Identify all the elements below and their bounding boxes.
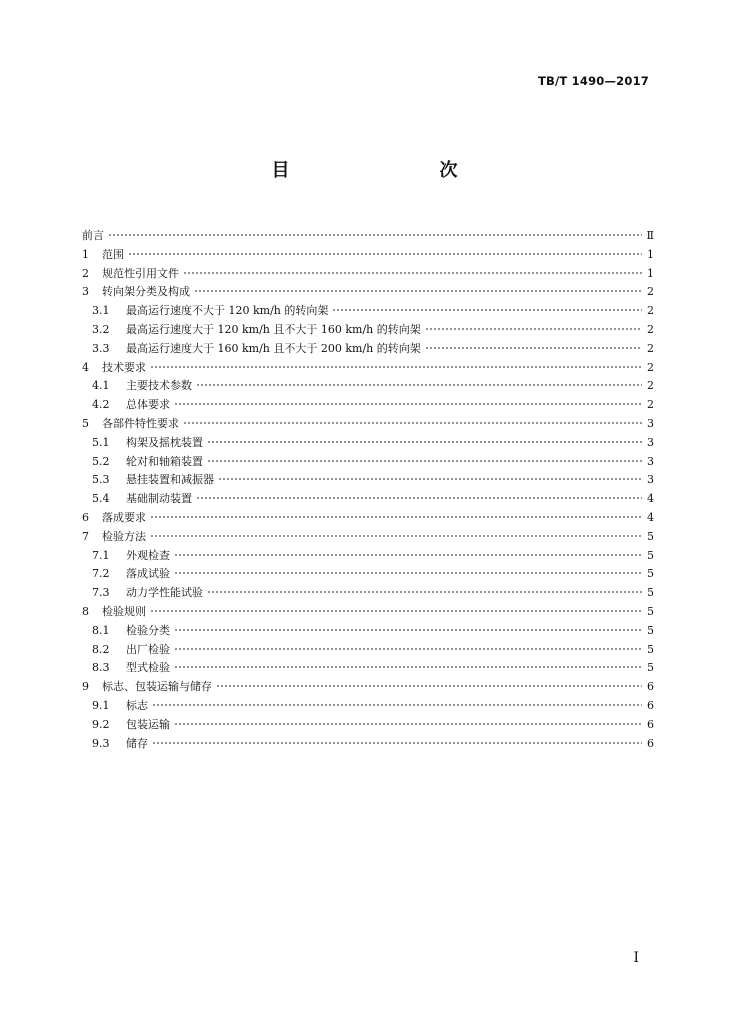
toc-title: 目 次 [271,160,496,181]
toc-leader-dots [425,338,642,350]
toc-entry-page: 5 [647,567,654,581]
toc-leader-dots [425,319,642,331]
toc-entry-title: 转向架分类及构成 [102,285,190,299]
toc-entry-title: 落成试验 [126,567,170,581]
toc-entry-title: 型式检验 [126,661,170,675]
toc-leader-dots [218,469,642,481]
toc-leader-dots [152,733,642,745]
toc-entry-page: 5 [647,623,654,637]
toc-entry-page: 3 [647,473,654,487]
toc-entry-number: 1 [82,247,89,261]
toc-entry-page: 6 [647,680,654,694]
toc-entry-page: 5 [647,604,654,618]
toc-entry-page: 5 [647,661,654,675]
toc-leader-dots [207,582,642,594]
toc-entry-title: 基础制动装置 [126,492,192,506]
toc-entry-number: 5.2 [92,454,110,468]
toc-entry-title: 储存 [126,736,148,750]
toc-entry-page: 2 [647,360,654,374]
toc-entry-title: 标志、包装运输与储存 [102,680,212,694]
toc-entry-page: 2 [647,398,654,412]
toc-entry-title: 构架及摇枕装置 [126,435,203,449]
toc-entry-page: 4 [647,510,654,524]
toc-entry-number: 8.2 [92,642,110,656]
toc-entry-title: 范围 [102,247,124,261]
toc-entry-page: 5 [647,586,654,600]
standard-code: TB/T 1490—2017 [538,74,649,88]
toc-entry-page: 5 [647,548,654,562]
toc-leader-dots [152,695,642,707]
toc-entry[interactable] [82,735,654,754]
toc-entry-title: 外观检查 [126,548,170,562]
toc-entry-page: 4 [647,492,654,506]
toc-entry-number: 9.2 [92,717,110,731]
toc-leader-dots [174,394,642,406]
toc-entry-page: 1 [647,266,654,280]
toc-entry-title: 检验分类 [126,623,170,637]
toc-leader-dots [174,714,642,726]
toc-entry-number: 7.2 [92,567,110,581]
toc-entry-number: 7.3 [92,586,110,600]
toc-entry-title: 动力学性能试验 [126,586,203,600]
toc-leader-dots [150,601,642,613]
toc-entry-number: 3.1 [92,304,110,318]
toc-entry-page: 1 [647,247,654,261]
toc-entry-page: 6 [647,698,654,712]
toc-entry-number: 4 [82,360,89,374]
toc-entry-number: 5 [82,416,89,430]
toc-entry-page: 3 [647,435,654,449]
toc-entry-title: 出厂检验 [126,642,170,656]
toc-entry-number: 9 [82,680,89,694]
toc-entry-number: 3 [82,285,89,299]
toc-entry-number: 8.3 [92,661,110,675]
toc-entry-title: 各部件特性要求 [102,416,179,430]
toc-entry-number: 2 [82,266,89,280]
toc-entry-page: 3 [647,454,654,468]
toc-entry-page: 6 [647,717,654,731]
toc-leader-dots [183,413,642,425]
toc-leader-dots [207,432,642,444]
toc-entry-page: 2 [647,322,654,336]
toc-entry-number: 8.1 [92,623,110,637]
toc-leader-dots [207,451,642,463]
toc-entry-number: 7.1 [92,548,110,562]
toc-entry-number: 7 [82,529,89,543]
toc-leader-dots [174,545,642,557]
toc-leader-dots [196,488,642,500]
toc-entry-page: Ⅱ [646,229,654,242]
toc-entry-page: 2 [647,285,654,299]
page-number: I [633,950,639,966]
toc-entry-title: 前言 [82,229,104,242]
toc-entry-number: 5.3 [92,473,110,487]
toc-entry-title: 检验方法 [102,529,146,543]
toc-entry-number: 3.3 [92,341,110,355]
toc-leader-dots [150,357,642,369]
toc-entry-title: 主要技术参数 [126,379,192,393]
toc-entry-number: 3.2 [92,322,110,336]
toc-entry-number: 8 [82,604,89,618]
table-of-contents [82,227,654,753]
toc-leader-dots [216,676,642,688]
toc-entry-title: 最高运行速度大于 160 km/h 且不大于 200 km/h 的转向架 [126,341,421,355]
toc-entry-page: 6 [647,736,654,750]
toc-leader-dots [194,281,642,293]
toc-leader-dots [183,263,642,275]
toc-entry-number: 5.1 [92,435,110,449]
toc-leader-dots [150,507,642,519]
toc-entry-title: 总体要求 [126,398,170,412]
toc-entry-number: 6 [82,510,89,524]
toc-leader-dots [128,244,642,256]
toc-leader-dots [174,657,642,669]
toc-entry-title: 规范性引用文件 [102,266,179,280]
toc-entry-title: 最高运行速度大于 120 km/h 且不大于 160 km/h 的转向架 [126,322,421,336]
toc-leader-dots [196,375,642,387]
toc-leader-dots [174,563,642,575]
toc-entry-title: 标志 [126,698,148,712]
toc-entry-number: 4.2 [92,398,110,412]
toc-entry-title: 落成要求 [102,510,146,524]
toc-leader-dots [108,225,642,237]
toc-entry-page: 2 [647,341,654,355]
toc-leader-dots [174,639,642,651]
toc-entry-page: 2 [647,304,654,318]
toc-entry-title: 悬挂装置和减振器 [126,473,214,487]
toc-entry-page: 3 [647,416,654,430]
toc-entry-page: 2 [647,379,654,393]
toc-entry-number: 9.1 [92,698,110,712]
toc-leader-dots [174,620,642,632]
toc-entry-number: 9.3 [92,736,110,750]
toc-entry-number: 4.1 [92,379,110,393]
toc-entry-title: 包装运输 [126,717,170,731]
toc-leader-dots [332,300,642,312]
toc-entry-title: 检验规则 [102,604,146,618]
toc-leader-dots [150,526,642,538]
toc-entry-page: 5 [647,642,654,656]
toc-entry-title: 最高运行速度不大于 120 km/h 的转向架 [126,304,329,318]
toc-entry-number: 5.4 [92,492,110,506]
toc-entry-title: 轮对和轴箱装置 [126,454,203,468]
toc-entry-page: 5 [647,529,654,543]
toc-entry-title: 技术要求 [102,360,146,374]
